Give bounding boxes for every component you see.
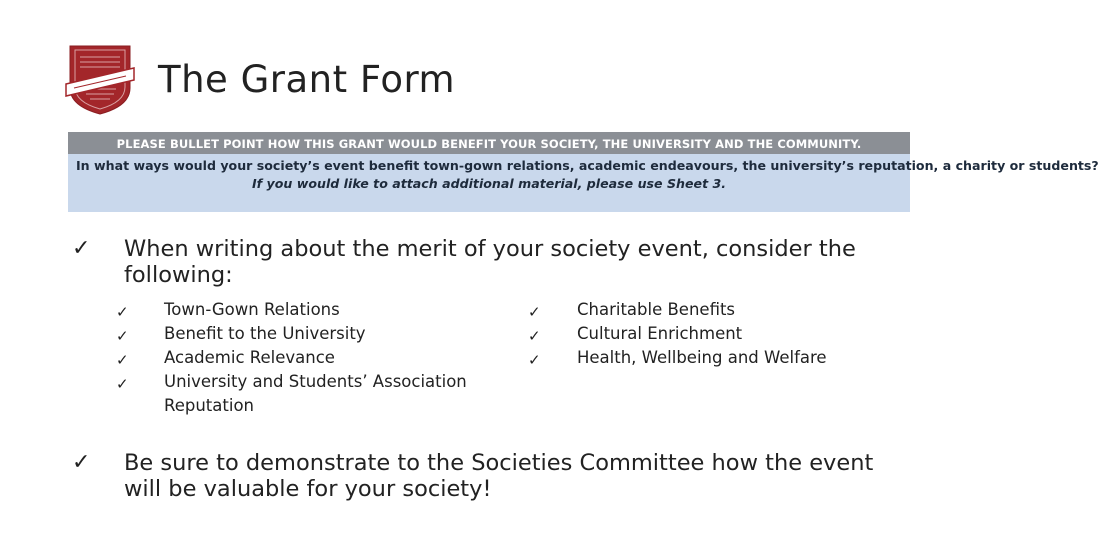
closing-line-1: Be sure to demonstrate to the Societies Committee how the event (124, 450, 874, 476)
closing-text (124, 450, 873, 502)
list-item: Benefit to the University (164, 324, 366, 343)
right-checks (528, 300, 541, 372)
page-title: The Grant Form (158, 58, 456, 101)
check-icon: ✓ (528, 351, 541, 369)
left-checks (116, 300, 129, 396)
check-icon: ✓ (528, 303, 541, 321)
check-icon: ✓ (528, 327, 541, 345)
intro-line-2: following: (124, 262, 233, 288)
check-icon: ✓ (116, 351, 129, 369)
closing-line-2: will be valuable for your society! (124, 476, 492, 502)
banner-note: If you would like to attach additional material, please use Sheet 3. (251, 176, 727, 191)
societies-committee-crest-logo (66, 44, 134, 116)
list-item: Town-Gown Relations (164, 300, 340, 319)
banner-heading: PLEASE BULLET POINT HOW THIS GRANT WOULD BENEFIT YOUR SOCIETY, THE UNIVERSITY AND THE COMMUNITY. (68, 132, 910, 154)
check-icon: ✓ (116, 303, 129, 321)
closing-check-icon: ✓ (72, 450, 91, 475)
intro-check-icon: ✓ (72, 236, 91, 261)
banner-question: In what ways would your society’s event benefit town-gown relations, academic endeavours, the university’s reputation, a charity or students? (76, 158, 1099, 173)
left-criteria-list (164, 298, 467, 418)
list-item: Reputation (164, 396, 254, 415)
check-icon: ✓ (116, 375, 129, 393)
intro-line-1: When writing about the merit of your society event, consider the (124, 236, 856, 262)
list-item: Academic Relevance (164, 348, 335, 367)
list-item: Cultural Enrichment (577, 324, 743, 343)
form-instruction-banner (68, 132, 1099, 212)
right-criteria-list (577, 298, 827, 370)
list-item: University and Students’ Association (164, 372, 467, 391)
list-item: Charitable Benefits (577, 300, 736, 319)
list-item: Health, Wellbeing and Welfare (577, 348, 827, 367)
intro-text (124, 236, 856, 288)
check-icon: ✓ (116, 327, 129, 345)
